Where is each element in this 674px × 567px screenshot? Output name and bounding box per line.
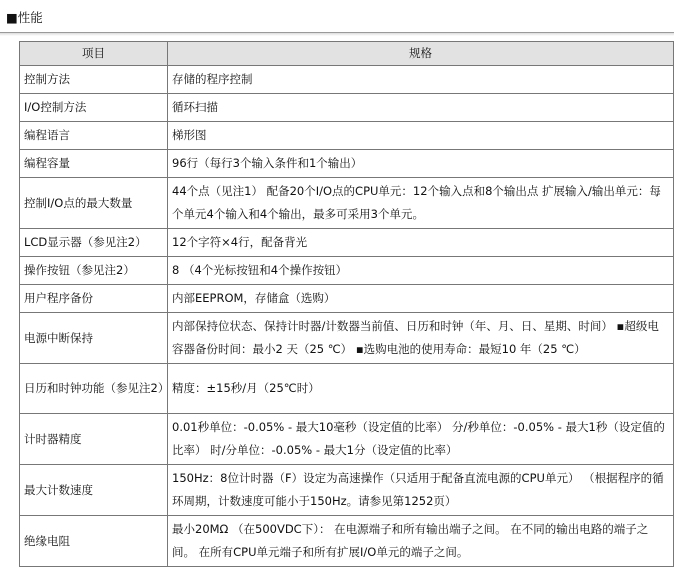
table-header-row bbox=[20, 42, 674, 66]
row-label: 计时器精度 bbox=[20, 414, 168, 465]
row-label: 控制方法 bbox=[20, 66, 168, 94]
row-value: 存储的程序控制 bbox=[168, 66, 674, 94]
table-row bbox=[20, 150, 674, 178]
table-row bbox=[20, 178, 674, 229]
table-row bbox=[20, 122, 674, 150]
table-row bbox=[20, 66, 674, 94]
table-row bbox=[20, 257, 674, 285]
row-value: 44个点（见注1） 配备20个I/O点的CPU单元：12个输入点和8个输出点 扩展输入/输出单元：每个单元4个输入和4个输出，最多可采用3个单元。 bbox=[168, 178, 674, 229]
row-value: 循环扫描 bbox=[168, 94, 674, 122]
table-row bbox=[20, 364, 674, 414]
row-label: 绝缘电阻 bbox=[20, 516, 168, 567]
row-value: 8 （4个光标按钮和4个操作按钮） bbox=[168, 257, 674, 285]
row-value: 12个字符×4行，配备背光 bbox=[168, 229, 674, 257]
row-label: I/O控制方法 bbox=[20, 94, 168, 122]
row-value: 内部保持位状态、保持计时器/计数器当前值、日历和时钟（年、月、日、星期、时间） ▪超级电容器备份时间：最小2 天（25 ℃） ▪选购电池的使用寿命：最短10 年（25 ℃） bbox=[168, 313, 674, 364]
table-row bbox=[20, 516, 674, 567]
row-value: 0.01秒单位：-0.05% - 最大10毫秒（设定值的比率） 分/秒单位：-0.05% - 最大1秒（设定值的比率） 时/分单位：-0.05% - 最大1分（设定值的比率） bbox=[168, 414, 674, 465]
table-row bbox=[20, 414, 674, 465]
row-value: 96行（每行3个输入条件和1个输出） bbox=[168, 150, 674, 178]
row-label: 用户程序备份 bbox=[20, 285, 168, 313]
row-label: 日历和时钟功能（参见注2） bbox=[20, 364, 168, 414]
table-row bbox=[20, 94, 674, 122]
column-header-spec: 规格 bbox=[168, 42, 674, 66]
row-label: 编程容量 bbox=[20, 150, 168, 178]
row-value: 梯形图 bbox=[168, 122, 674, 150]
row-value: 150Hz：8位计时器（F）设定为高速操作（只适用于配备直流电源的CPU单元） （根据程序的循环周期，计数速度可能小于150Hz。请参见第1252页） bbox=[168, 465, 674, 516]
row-label: 最大计数速度 bbox=[20, 465, 168, 516]
column-header-item: 项目 bbox=[20, 42, 168, 66]
row-label: 操作按钮（参见注2） bbox=[20, 257, 168, 285]
section-title: ■性能 bbox=[6, 10, 43, 25]
row-value: 精度：±15秒/月（25℃时） bbox=[168, 364, 674, 414]
spec-table bbox=[19, 41, 674, 567]
divider-shadow bbox=[0, 33, 674, 36]
row-label: 控制I/O点的最大数量 bbox=[20, 178, 168, 229]
table-row bbox=[20, 229, 674, 257]
row-value: 内部EEPROM，存储盒（选购） bbox=[168, 285, 674, 313]
row-label: 编程语言 bbox=[20, 122, 168, 150]
table-row bbox=[20, 313, 674, 364]
row-value: 最小20MΩ （在500VDC下）： 在电源端子和所有输出端子之间。 在不同的输出电路的端子之间。 在所有CPU单元端子和所有扩展I/O单元的端子之间。 bbox=[168, 516, 674, 567]
row-label: LCD显示器（参见注2） bbox=[20, 229, 168, 257]
row-label: 电源中断保持 bbox=[20, 313, 168, 364]
table-row bbox=[20, 285, 674, 313]
table-row bbox=[20, 465, 674, 516]
